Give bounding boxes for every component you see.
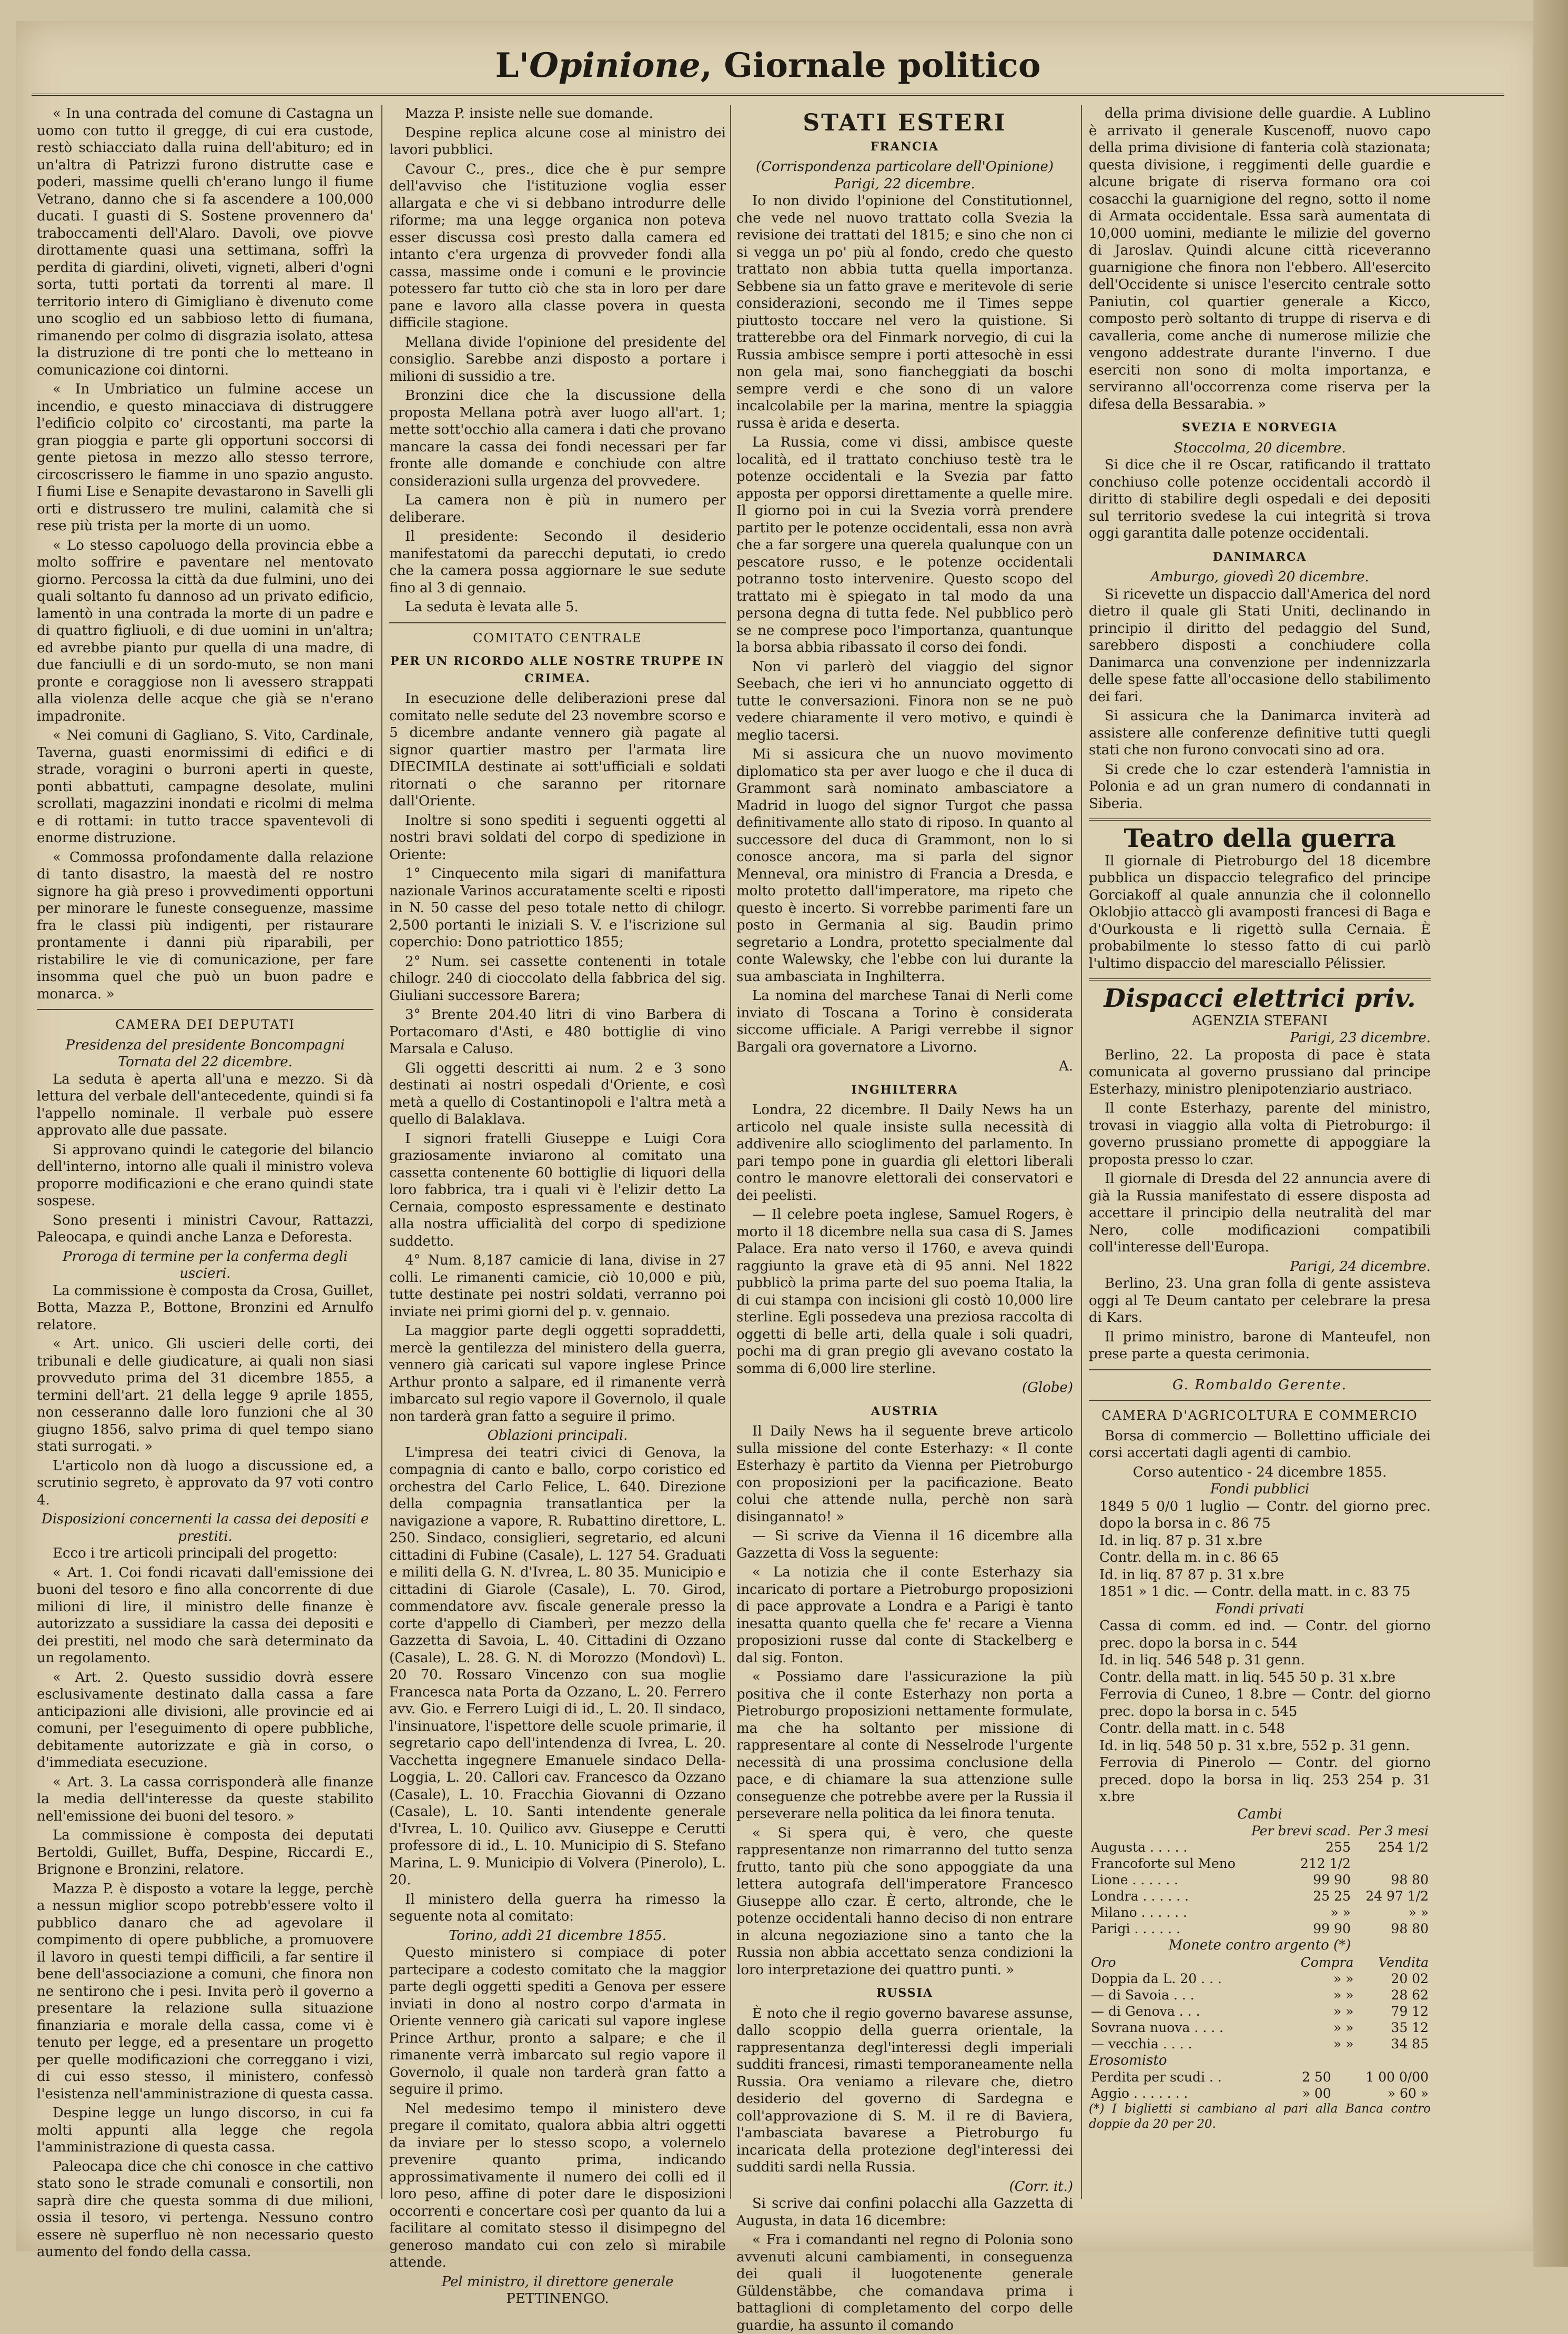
paragraph: Si dice che il re Oscar, ratificando il trattato conchiuso colle potenze occidentali accordò il diritto di stabilire degli ospedali e dei depositi sul territorio svedese la cui integrità si trova oggi garantita dalle potenze occidentali.: [1089, 457, 1431, 541]
svezia-heading: SVEZIA E NORVEGIA: [1182, 421, 1338, 435]
paragraph: « Art. 3. La cassa corrisponderà alle finanze la media dell'interesse da queste stabilito nell'emissione dei buoni del tesoro. »: [37, 1774, 373, 1824]
table-cell: 99 90: [1313, 1872, 1351, 1887]
austria-heading: AUSTRIA: [871, 1404, 939, 1418]
table-row: [1089, 1971, 1431, 1987]
quote-line: Id. in liq. 548 50 p. 31 x.bre, 552 p. 31 genn.: [1099, 1737, 1410, 1754]
paragraph: Mi si assicura che un nuovo movimento diplomatico sta per aver luogo e che il duca di Grammont sarà nominato ambasciatore a Madrid in luogo del signor Turgot che passa definitivamente allo stato di riposo. In quanto al successore del duca di Grammont, non lo si conosce ancora, ma si parla del signor Menneval, ora ministro di Francia a Dresda, e molto protetto dall'imperatore, ma ripeto che questo è incerto. Si vorrebbe parimenti fare un posto in Germania al sig. Baudin primo segretario a Londra, protetto specialmente dal conte Walewsky, che l'ebbe con lui durante la sua ambasciata in Inghilterra.: [736, 746, 1073, 985]
paragraph: La seduta è aperta all'una e mezzo. Si dà lettura del verbale dell'antecedente, quindi si fa l'appello nominale. Il verbale può essere approvato alle due passate.: [37, 1071, 373, 1138]
table-row: [1089, 1839, 1431, 1855]
table-row: [1089, 2036, 1431, 2052]
paragraph: Mazza P. è disposto a votare la legge, perchè a nessun miglior scopo potrebb'essere volto il pubblico danaro che ad agevolare il compimento di opere pubbliche, a promuovere il lavoro in questi tempi difficili, a far sentire il bene dell'associazione a comuni, che finora non ne sentirono che i pesi. Invita però il governo a presentare la relazione sulla situazione finanziaria e morale della cassa, come vi è tenuto per legge, ed a presentare un progetto per quelle modificazioni che correggano i vizi, di cui esso stesso, il ministero, confessò l'esistenza nell'amministrazione di questa cassa.: [37, 1881, 373, 2102]
quote-line: Contr. della m. in c. 86 65: [1099, 1550, 1279, 1565]
column-1: [37, 105, 373, 2260]
section-rule: [389, 622, 726, 623]
table-cell: Londra . . . . . .: [1091, 1888, 1189, 1904]
table-cell: 20 02: [1391, 1971, 1429, 1986]
paragraph: « Lo stesso capoluogo della provincia ebbe a molto soffrire e paventare nel mentovato giorno. Percossa la città da due fulmini, uno dei quali soltanto fu dannoso ad un privato edificio, lamentò in una contrada la morte di un padre e di quattro figliuoli, e di due uomini in un'altra; ed avrebbe pianto pur quella di una madre, di due fanciulli e di un sordo-muto, se non mani pronte e coraggiose non li avessero strappati alla violenza delle acque che già se n'erano impadronite.: [37, 537, 373, 724]
paragraph: Sono presenti i ministri Cavour, Rattazzi, Paleocapa, e quindi anche Lanza e Deforesta.: [37, 1212, 373, 1245]
footnote: (*) I biglietti si cambiano al pari alla Banca contro doppie da 20 per 20.: [1089, 2102, 1431, 2131]
paragraph: « Si spera qui, è vero, che queste rappresentanze non rimarranno del tutto senza frutto, tanto più che sono appoggiate da una lettera autografa dell'imperatore Francesco Giuseppe allo czar. È certo, altronde, che le potenze occidentali hanno deciso di non entrare in alcuna negoziazione sino a tanto che la Russia non abbia accettato senza condizioni la loro interpretazione dei quattro punti. »: [736, 1825, 1073, 1978]
table-cell: Francoforte sul Meno: [1091, 1856, 1236, 1871]
borsa-text: Borsa di commercio — Bollettino ufficiale dei corsi accertati dagli agenti di cambio.: [1089, 1428, 1431, 1461]
paragraph: « Nei comuni di Gagliano, S. Vito, Cardinale, Taverna, guasti enormissimi di edifici e di strade, voragini o burroni aperti in queste, ponti abbattuti, campagne desolate, mulini scrollati, magazzini inondati e ricolmi di melma e di rottami: in tutto tracce spaventevoli di enorme distruzione.: [37, 728, 373, 846]
table-header-cell: Per 3 mesi: [1358, 1823, 1429, 1838]
paragraph: Il giornale di Pietroburgo del 18 dicembre pubblica un dispaccio telegrafico del principe Gorciakoff al quale annunzia che il colonnello Oklobjio attaccò gli avamposti francesi di Baga e d'Ourkousta e li rigettò sulla Cernaia. È probabilmente lo stesso fatto di cui parlò l'ultimo dispaccio del maresciallo Pélissier.: [1089, 853, 1431, 972]
paragraph: Il presidente: Secondo il desiderio manifestatomi da parecchi deputati, io credo che la camera possa aggiornare le sue sedute fino al 3 di gennaio.: [389, 529, 726, 596]
paragraph: La maggior parte degli oggetti sopraddetti, mercè la gentilezza del ministero della guerra, vennero già caricati sul vapore inglese Prince Arthur pronto a salpare, ed il rimanente verrà imbarcato sul regio vapore il Governolo, il quale non tarderà gran fatto a seguire il primo.: [389, 1323, 726, 1424]
russia-heading: RUSSIA: [876, 1986, 934, 2000]
table-cell: — di Genova . . .: [1091, 2003, 1200, 2019]
table-cell: 34 85: [1391, 2036, 1429, 2052]
table-row: [1089, 1904, 1431, 1921]
paragraph: Despine replica alcune cose al ministro dei lavori pubblici.: [389, 125, 726, 158]
quote-line: 1849 5 0/0 1 luglio — Contr. del giorno prec. dopo la borsa in c. 86 75: [1099, 1498, 1431, 1531]
parigi23-dateline: Parigi, 23 dicembre.: [1290, 1030, 1431, 1046]
paragraph: — Il celebre poeta inglese, Samuel Rogers, è morto il 18 dicembre nella sua casa di S. James Palace. Era nato verso il 1760, e aveva quindi raggiunto la grave età di 95 anni. Nel 1822 pubblicò la prima parte del suo poema Italia, la di cui stampa con incisioni gli costò 10,000 lire sterline. Egli possedeva una preziosa raccolta di oggetti di belle arti, della quale i soli quadri, pochi ma di gran pregio gli avevano costato la somma di 6,000 lire sterline.: [736, 1207, 1073, 1377]
quote-line: Contr. della matt. in c. 548: [1099, 1721, 1285, 1736]
table-cell: 2 50: [1302, 2069, 1331, 2085]
paragraph: 1° Cinquecento mila sigari di manifattura nazionale Varinos accuratamente scelti e riposti in N. 50 casse del peso totale netto di chilogr. 2,500 portanti le iniziali S. V. e l'iscrizione sul coperchio: Dono patriottico 1855;: [389, 866, 726, 950]
table-cell: Aggio . . . . . . .: [1091, 2086, 1188, 2101]
table-header-cell: Compra: [1300, 1954, 1354, 1970]
paragraph: « Art. 1. Coi fondi ricavati dall'emissione dei buoni del tesoro e fino alla concorrente di due milioni di lire, il ministro delle finanze è autorizzato a sussidiare la cassa dei depositi e dei prestiti, nel modo che sarà determinato da un regolamento.: [37, 1564, 373, 1666]
section-rule: [1089, 1400, 1431, 1401]
masthead-journal: Opinione: [529, 46, 701, 85]
column-2: [389, 105, 726, 2307]
paragraph: Si ricevette un dispaccio dall'America del nord dietro il quale gli Stati Uniti, declinando in principio il diritto del pedaggio del Sund, sarebbero disposti a conchiudere colla Danimarca una convenzione per indennizzarla delle spese fatte all'occasione dello stabilimento dei fari.: [1089, 586, 1431, 705]
paragraph: Si crede che lo czar estenderà l'amnistia in Polonia e ad un gran numero di condannati in Siberia.: [1089, 761, 1431, 812]
quote-line: Ferrovia di Pinerolo — Contr. del giorno preced. dopo la borsa in liq. 253 254 p. 31 x.bre: [1099, 1755, 1431, 1805]
paragraph: La seduta è levata alle 5.: [405, 599, 579, 615]
table-row: [1089, 2069, 1431, 2085]
torino-dateline: Torino, addì 21 dicembre 1855.: [448, 1927, 667, 1944]
quote-line: Cassa di comm. ed ind. — Contr. del giorno prec. dopo la borsa in c. 544: [1099, 1618, 1431, 1651]
table-cell: » »: [1333, 1987, 1354, 2003]
paragraph: Inoltre si sono spediti i seguenti oggetti al nostri bravi soldati del corpo di spedizione in Oriente:: [389, 812, 726, 863]
quote-line: Ferrovia di Cuneo, 1 8.bre — Contr. del giorno prec. dopo la borsa in c. 545: [1099, 1686, 1431, 1720]
presidenza: Presidenza del presidente Boncompagni: [65, 1037, 345, 1053]
paragraph: Bronzini dice che la discussione della proposta Mellana potrà aver luogo all'art. 1; mette sott'occhio alla camera i dati che provano mancare la cassa dei fondi necessari per far fronte alle domande e conchiude con altre considerazioni sulla urgenza del provvedere.: [389, 388, 726, 489]
quote-line: Id. in liq. 546 548 p. 31 genn.: [1099, 1652, 1305, 1668]
paragraph: La nomina del marchese Tanai di Nerli come inviato di Toscana a Torino è considerata siccome ufficiale. A Parigi verrebbe il signor Bargali ora governatore a Livorno.: [736, 988, 1073, 1055]
table-cell: Perdita per scudi . .: [1091, 2069, 1222, 2085]
quote-line: Id. in liq. 87 87 p. 31 x.bre: [1099, 1567, 1284, 1583]
fondi-privati-heading: Fondi privati: [1215, 1601, 1304, 1617]
erosomisto-heading: Erosomisto: [1089, 2052, 1167, 2068]
table-cell: 254 1/2: [1378, 1840, 1429, 1855]
francia-heading: FRANCIA: [871, 139, 939, 154]
paragraph: La commissione è composta dei deputati Bertoldi, Guillet, Buffa, Despine, Riccardi E., Brignone e Bronzini, relatore.: [37, 1827, 373, 1877]
proroga-heading: Proroga di termine per la conferma degli uscieri.: [63, 1248, 348, 1281]
ministro-signature: Pel ministro, il direttore generale: [441, 2274, 674, 2290]
table-cell: [1353, 1855, 1431, 1872]
paragraph: Non vi parlerò del viaggio del signor Seebach, che ieri vi ho annunciato oggetto di tutte le conversazioni. Finora non se ne può vedere chiaramente il vero motivo, e quindi è meglio tacersi.: [736, 659, 1073, 743]
paragraph: Si scrive dai confini polacchi alla Gazzetta di Augusta, in data 16 dicembre:: [736, 2196, 1073, 2229]
section-rule: [1089, 978, 1431, 981]
tornata: Tornata del 22 dicembre.: [117, 1054, 293, 1070]
table-header-cell: Oro: [1091, 1954, 1116, 1970]
paragraph: Il giornale di Dresda del 22 annuncia avere di già la Russia manifestato di essere disposta ad accettare il principio della neutralità del mar Nero, colle modificazioni compatibili coll'interesse dell'Europa.: [1089, 1171, 1431, 1255]
paragraph: « Art. 2. Questo sussidio dovrà essere esclusivamente destinato dalla cassa a fare anticipazioni alle divisioni, alle provincie ed ai comuni, per l'eseguimento di opere pubbliche, debitamente autorizzate e già in corso, o d'immediata esecuzione.: [37, 1669, 373, 1771]
stoccolma-dateline: Stoccolma, 20 dicembre.: [1174, 440, 1346, 456]
table-cell: — vecchia . . . .: [1091, 2036, 1192, 2052]
oblazioni-heading: Oblazioni principali.: [487, 1428, 628, 1443]
paragraph: Il Daily News ha il seguente breve articolo sulla missione del conte Esterhazy: « Il conte Esterhazy è partito da Vienna per Pietroburgo con proposizioni per la pacificazione. Beato colui che attende nulla, perchè non sarà disingannato! »: [736, 1423, 1073, 1525]
agenzia-heading: AGENZIA STEFANI: [1191, 1013, 1328, 1029]
fondi-pubblici-heading: Fondi pubblici: [1210, 1481, 1310, 1497]
paragraph: Londra, 22 dicembre. Il Daily News ha un articolo nel quale insiste sulla necessità di addivenire allo scioglimento del parlamento. In pari tempo pone in guardia gli elettori liberali contro le manovre elettorali dei conservatori e dei peelisti.: [736, 1102, 1073, 1204]
column-divider: [381, 105, 382, 2199]
table-cell: 28 62: [1391, 1987, 1429, 2003]
table-cell: 25 25: [1313, 1888, 1351, 1904]
table-cell: Parigi . . . . . .: [1091, 1921, 1180, 1936]
paragraph: La commissione è composta da Crosa, Guillet, Botta, Mazza P., Bottone, Bronzini ed Arnulfo relatore.: [37, 1282, 373, 1333]
paragraph: Il ministero della guerra ha rimesso la seguente nota al comitato:: [389, 1891, 726, 1924]
table-header-cell: Vendita: [1378, 1954, 1429, 1970]
paragraph: Si approvano quindi le categorie del bilancio dell'interno, intorno alle quali il ministro voleva proporre modificazioni e che erano quindi state sospese.: [37, 1141, 373, 1209]
table-cell: 98 80: [1391, 1921, 1429, 1936]
paragraph: « In Umbriatico un fulmine accese un incendio, e questo minacciava di distruggere l'edificio colpito co' circostanti, ma parte la gran pioggia e parte gli opportuni soccorsi di gente pietosa in mezzo allo stesso terrore, circoscrissero le fiamme in uno spazio angusto. I fiumi Lise e Senapite devastarono in Savelli gli orti e distrussero tre mulini, calamità che si rese più trista per la morte di un uomo.: [37, 381, 373, 534]
paragraph: « Possiamo dare l'assicurazione la più positiva che il conte Esterhazy non porta a Pietroburgo proposizioni nettamente formulate, ma che ha soltanto per missione di rappresentare al conte di Nesselrode l'urgente necessità di una prossima conclusione della pace, e di chiamare la sua attenzione sulle conseguenze che potrebbe avere per la Russia il perseverare nella politica da lei finora tenuta.: [736, 1669, 1073, 1822]
table-row: [1089, 1872, 1431, 1888]
cambi-table: [1089, 1823, 1431, 1937]
comitato-title: COMITATO CENTRALE: [473, 630, 642, 645]
table-row: [1089, 2019, 1431, 2036]
signature-a: A.: [1058, 1058, 1073, 1074]
paragraph: Il primo ministro, barone di Manteufel, non prese parte a questa cerimonia.: [1089, 1329, 1431, 1362]
pettinengo-signature: PETTINENGO.: [506, 2291, 609, 2307]
quote-line: Id. in liq. 87 p. 31 x.bre: [1099, 1532, 1262, 1549]
paragraph: Paleocapa dice che chi conosce in che cattivo stato sono le strade comunali e consortili, non saprà dire che questa somma di due milioni, ossia il tesoro, vi pertenga. Nessuno contro essere nè superfluo nè non necessario questo aumento del fondo della cassa.: [37, 2158, 373, 2260]
gerente-signature: G. Rombaldo Gerente.: [1172, 1377, 1348, 1393]
amburgo-dateline: Amburgo, giovedì 20 dicembre.: [1150, 569, 1369, 585]
section-rule: [37, 1009, 373, 1010]
table-cell: 212 1/2: [1300, 1856, 1351, 1871]
table-cell: — di Savoia . . .: [1091, 1987, 1195, 2003]
page-edge: [1533, 0, 1568, 2267]
column-4: [1089, 105, 1431, 2209]
table-cell: » 00: [1302, 2086, 1331, 2101]
paragraph: 3° Brente 204.40 litri di vino Barbera di Portacomaro d'Asti, e 480 bottiglie di vino Marsala e Caluso.: [389, 1007, 726, 1057]
paragraph: Nel medesimo tempo il ministero deve pregare il comitato, qualora abbia altri oggetti da inviare per lo stesso scopo, a volernelo prevenire quanto prima, indicando approssimativamente il numero dei colli ed il loro peso, affine di poter dare le disposizioni occorrenti e concertare così per quanto da lui a facilitare al comitato stesso il disimpegno del generoso mandato cui con zelo sì mirabile attende.: [389, 2100, 726, 2270]
table-cell: Milano . . . . . .: [1091, 1905, 1188, 1920]
table-cell: » »: [1333, 2019, 1354, 2035]
parigi-dateline: Parigi, 22 dicembre.: [834, 176, 975, 192]
danimarca-heading: DANIMARCA: [1212, 550, 1307, 564]
parigi24-dateline: Parigi, 24 dicembre.: [1290, 1258, 1431, 1275]
paragraph: — Si scrive da Vienna il 16 dicembre alla Gazzetta di Voss la seguente:: [736, 1528, 1073, 1561]
paragraph: Il conte Esterhazy, parente del ministro, trovasi in viaggio alla volta di Pietroburgo: il governo prussiano promette di appoggiare la proposta presso lo czar.: [1089, 1100, 1431, 1168]
camera-title: CAMERA DEI DEPUTATI: [115, 1017, 295, 1032]
paragraph: Mellana divide l'opinione del presidente del consiglio. Sarebbe anzi disposto a portare i milioni di sussidio a tre.: [389, 334, 726, 385]
paragraph: Gli oggetti descritti ai num. 2 e 3 sono destinati ai nostri ospedali d'Oriente, e così metà a quello di Costantinopoli e l'altra metà a quello di Balaklava.: [389, 1060, 726, 1127]
paragraph: « La notizia che il conte Esterhazy sia incaricato di portare a Pietroburgo proposizioni di pace approvate a Londra e a Parigi è tanto inesatta quanto quella che fe' recare a Vienna proposizioni russe dal conte di Stackelberg e dal sig. Fonton.: [736, 1564, 1073, 1666]
paragraph: Questo ministero si compiace di poter partecipare a codesto comitato che la maggior parte degli oggetti spediti a Genova per essere inviati in dono al nostro corpo d'armata in Oriente vennero già caricati sul vapore inglese Prince Arthur, pronto a salpare; e che il rimanente verrà imbarcato sul regio vapore il Governolo, il quale non tarderà gran fatto a seguire il primo.: [389, 1945, 726, 2097]
corrispondenza-note: (Corrispondenza particolare dell'Opinione): [755, 159, 1054, 175]
table-cell: » »: [1333, 2036, 1354, 2052]
masthead-prefix: L': [495, 46, 530, 85]
table-header-row: [1089, 1954, 1431, 1971]
paragraph: 2° Num. sei cassette contenenti in totale chilogr. 240 di cioccolato della fabbrica del sig. Giuliani successore Barera;: [389, 953, 726, 1004]
column-divider: [730, 105, 731, 2199]
paragraph: « In una contrada del comune di Castagna un uomo con tutto il gregge, di cui era custode, restò schiacciato dalla ruina dell'abituro; ed in un'altra di Patrizzi furono distrutte case e poderi, massime quelli ch'erano lungo il fiume Vetrano, danno che si fa ascendere a 100,000 ducati. I guasti di S. Sostene provennero da' traboccamenti dell'Alaro. Davoli, ove piovve dirottamente quasi una settimana, soffrì la perdita di giardini, oliveti, vigneti, alberi d'ogni sorta, tutti portati da torrenti al mare. Il territorio intero di Gimigliano è divenuto come uno scoglio ed un sabbioso letto di fiumana, rimanendo per colmo di disgrazia isolato, attesa la distruzione di tre ponti che lo metteano in comunicazione coi dintorni.: [37, 106, 373, 378]
table-cell: 79 12: [1391, 2003, 1429, 2019]
table-cell: » 60 »: [1387, 2086, 1429, 2101]
corr-it-source: (Corr. it.): [1009, 2178, 1073, 2195]
masthead-rule: [32, 94, 1504, 96]
table-cell: Augusta . . . . .: [1091, 1840, 1188, 1855]
paragraph: « Commossa profondamente dalla relazione di tanto disastro, la maestà del re nostro signore ha già preso i provvedimenti opportuni per minorare le funeste conseguenze, massime fra le classi più indigenti, per ristaurare prontamente i danni più riparabili, per ristabilire le vie di comunicazione, per fare insomma quel che può un buon padre e monarca. »: [37, 849, 373, 1002]
paragraph: Io non divido l'opinione del Constitutionnel, che vede nel nuovo trattato colla Svezia la revisione dei trattati del 1815; e sino che non ci si vegga un po' più al fondo, credo che questo trattato non abbia tutta quella importanza. Sebbene sia un fatto grave e meritevole di serie considerazioni, secondo me il Times seppe piuttosto toccare nel vero la quistione. Si tratterebbe ora del Finmark norvegio, di cui la Russia ambisce sempre i porti attesochè in essi non gela mai, sono fiancheggiati da boschi sempre verdi e che sono di un valore incalcolabile per la marina, mentre la spiaggia russa è arida e deserta.: [736, 193, 1073, 431]
table-header-row: [1089, 1823, 1431, 1839]
table-cell: 35 12: [1391, 2019, 1429, 2035]
paragraph: 4° Num. 8,187 camicie di lana, divise in 27 colli. Le rimanenti camicie, ciò 10,000 e più, tutte destinate pei nostri soldati, verranno poi inviate nei primi giorni del p. v. gennaio.: [389, 1252, 726, 1320]
table-cell: Sovrana nuova . . . .: [1091, 2019, 1223, 2035]
table-cell: 255: [1326, 1840, 1351, 1855]
table-cell: 1 00 0/00: [1365, 2069, 1429, 2085]
paragraph: La camera non è più in numero per deliberare.: [389, 492, 726, 526]
paragraph: Berlino, 22. La proposta di pace è stata comunicata al governo prussiano dal principe Esterhazy, ministro plenipotenziario austriaco.: [1089, 1047, 1431, 1097]
table-row: [1089, 2003, 1431, 2019]
table-row: [1089, 1888, 1431, 1904]
paragraph: Berlino, 23. Una gran folla di gente assisteva oggi al Te Deum cantato per celebrare la presa di Kars.: [1089, 1276, 1431, 1326]
table-cell: 24 97 1/2: [1365, 1888, 1429, 1904]
corso-text: Corso autentico - 24 dicembre 1855.: [1132, 1464, 1387, 1480]
table-cell: » »: [1330, 1905, 1351, 1920]
paragraph: Despine legge un lungo discorso, in cui fa molti appunti alla legge che regola l'amministrazione di questa cassa.: [37, 2105, 373, 2155]
section-rule: [1089, 1369, 1431, 1370]
masthead-rest: , Giornale politico: [700, 46, 1041, 85]
table-header-cell: [1089, 1823, 1245, 1839]
paragraph: Ecco i tre articoli principali del progetto:: [53, 1545, 338, 1561]
globe-source: (Globe): [1021, 1380, 1073, 1396]
table-cell: » »: [1333, 2003, 1354, 2019]
section-rule: [1089, 819, 1431, 821]
table-cell: » »: [1333, 1971, 1354, 1986]
table-header-cell: Per brevi scad.: [1251, 1823, 1351, 1838]
table-cell: 98 80: [1391, 1872, 1429, 1887]
monete-heading: Monete contro argento (*): [1168, 1937, 1351, 1953]
paragraph: L'articolo non dà luogo a discussione ed, a scrutinio segreto, è approvato da 97 voti contro 4.: [37, 1458, 373, 1508]
table-row: [1089, 1921, 1431, 1937]
erosomisto-table: [1089, 2069, 1431, 2101]
paragraph: È noto che il regio governo bavarese assunse, dallo scoppio della guerra orientale, la rappresentanza degl'interessi degli imperiali sudditi francesi, rimasti temporaneamente nella Russia. Ora veniamo a rilevare che, dietro desiderio del governo di Sardegna e coll'approvazione di S. M. il re di Baviera, l'ambasciata bavarese a Pietroburgo fu incaricata della protezione degl'interessi dei sudditi sardi nella Russia.: [736, 2005, 1073, 2175]
column-3: [736, 105, 1073, 2333]
table-cell: » »: [1408, 1905, 1429, 1920]
paragraph: Si assicura che la Danimarca inviterà ad assistere alle conferenze definitive tutti quegli stati che non furono convocati sino ad ora.: [1089, 708, 1431, 758]
masthead: [32, 42, 1504, 89]
paragraph: L'impresa dei teatri civici di Genova, la compagnia di canto e ballo, corpo coristico ed orchestra del Carlo Felice, L. 640. Direzione della compagnia transatlantica per la navigazione a vapore, R. Rubattino direttore, L. 250. Sindaco, consiglieri, segretario, ed alcuni cittadini di Fubine (Casale), L. 127 54. Graduati e militi della G. N. d'Ivrea, L. 80 35. Municipio e cittadini di Giarole (Casale), L. 70. Girod, commendatore avv. fiscale generale presso la corte d'appello di Ciamberì, per mezzo della Gazzetta di Savoia, L. 40. Cittadini di Ozzano (Casale), L. 28. G. N. di Morozzo (Mondovì) L. 20 70. Rossaro Vincenzo con sua moglie Francesca nata Porta da Ozzano, L. 20. Ferrero avv. Gio. e Ferrero Luigi di id., L. 20. Il sindaco, l'insinuatore, l'ispettore delle scuole primarie, il segretario capo dell'intendenza di Ivrea, L. 20. Vacchetta ingegnere Emanuele sindaco Della-Loggia, L. 20. Callori cav. Francesco da Ozzano (Casale), L. 10. Fracchia Giovanni di Ozzano (Casale), L. 10. Santi intendente generale d'Ivrea, L. 10. Quilico avv. Giuseppe e Cerutti professore di id., L. 10. Municipio di S. Stefano Marina, L. 9. Municipio di Volvera (Pinerolo), L. 20.: [389, 1444, 726, 1888]
paragraph: In esecuzione delle deliberazioni prese dal comitato nelle sedute del 23 novembre scorso e 5 dicembre andante vennero già pagate al signor quartier mastro per l'armata lire DIECIMILA destinate ai sott'ufficiali e soldati ritornati o che saranno per ritornare dall'Oriente.: [389, 691, 726, 809]
quote-line: Contr. della matt. in liq. 545 50 p. 31 x.bre: [1099, 1669, 1396, 1685]
table-row: [1089, 1855, 1431, 1872]
stati-esteri-title: STATI ESTERI: [803, 109, 1007, 136]
paragraph: « Fra i comandanti nel regno di Polonia sono avvenuti alcuni cambiamenti, in conseguenza dei quali il luogotenente generale Güldenstäbbe, che comandava prima i battaglioni di completamento del corpo delle guardie, ha assunto il comando: [736, 2232, 1073, 2333]
paragraph: Mazza P. insiste nelle sue domande.: [405, 106, 653, 122]
quote-line: 1851 » 1 dic. — Contr. della matt. in c. 83 75: [1099, 1584, 1411, 1600]
agricoltura-title: CAMERA D'AGRICOLTURA E COMMERCIO: [1101, 1408, 1418, 1423]
paragraph: della prima divisione delle guardie. A Lublino è arrivato il generale Kuscenoff, nuovo capo della prima divisione di fanteria colà stazionata; questa divisione, i reggimenti delle guardie e alcune brigate di riserva formano ora coi cosacchi la guarnigione del regno, sotto il nome di Armata occidentale. Essa sarà aumentata di 10,000 uomini, mediante le milizie del governo di Jaroslav. Quindi alcune città riceveranno guarnigione che finora non l'ebbero. All'esercito dell'Occidente si unisce l'esercito centrale sotto Paniutin, col quartier generale a Kicco, composto però soltanto di truppe di riserva e di cavalleria, come anche di numerose milizie che vengono addestrate durante l'inverno. I due eserciti non sono di molta importanza, e serviranno all'occorrenza come riserva per la difesa della Bessarabia. »: [1089, 106, 1431, 412]
paragraph: I signori fratelli Giuseppe e Luigi Cora graziosamente inviarono al comitato una cassetta contenente 60 bottiglie di liquori della loro fabbrica, tra i quali vi è l'elizir detto La Cernaia, composto espressamente e destinato alla nostra ufficialità del corpo di spedizione suddetto.: [389, 1130, 726, 1249]
dispacci-title: Dispacci elettrici priv.: [1104, 984, 1416, 1013]
paragraph: « Art. unico. Gli uscieri delle corti, dei tribunali e delle giudicature, ai quali non siasi provveduto prima del 31 dicembre 1855, a termini dell'art. 21 della legge 9 aprile 1855, non cesseranno dalle loro funzioni che al 30 giugno 1856, salvo prima di quel tempo siano stati surrogati. »: [37, 1336, 373, 1454]
paragraph: La Russia, come vi dissi, ambisce queste località, ed il trattato conchiuso testè tra le potenze occidentali e la Svezia par fatto apposta per opporsi direttamente a quelle mire. Il giorno poi in cui la Svezia vorrà prendere partito per le potenze occidentali, essa non avrà che a far sorgere una querela qualunque con un pescatore russo, e le potenze occidentali potranno tosto intervenire. Questo scopo del trattato mi è spiegato in tal modo da una persona degna di tutta fede. Nel pubblico però se ne comprese poco l'importanza, quantunque la borsa abbia ribassato il corso dei fondi.: [736, 435, 1073, 655]
monete-table: [1089, 1954, 1431, 2052]
teatro-title: Teatro della guerra: [1124, 824, 1396, 853]
cambi-heading: Cambi: [1237, 1806, 1282, 1822]
table-row: [1089, 1987, 1431, 2003]
table-cell: 99 90: [1313, 1921, 1351, 1936]
disposizioni-heading: Disposizioni concernenti la cassa dei depositi e prestiti.: [41, 1511, 369, 1544]
column-divider: [1081, 105, 1082, 2199]
comitato-subtitle: PER UN RICORDO ALLE NOSTRE TRUPPE IN CRIMEA.: [390, 654, 725, 685]
table-row: [1089, 2085, 1431, 2101]
table-cell: Lione . . . . . .: [1091, 1872, 1178, 1887]
paragraph: Cavour C., pres., dice che è pur sempre dell'avviso che l'istituzione voglia esser allargata e che vi si debbano introdurre delle riforme; ma una legge organica non poteva esser discussa così presto dalla camera ed intanto c'era urgenza di provveder fondi alla cassa, massime onde i comuni e le provincie potessero far tutto ciò che sta in loro per dare pane e lavoro alla classe povera in questa difficile stagione.: [389, 161, 726, 331]
inghilterra-heading: INGHILTERRA: [851, 1083, 958, 1097]
table-cell: Doppia da L. 20 . . .: [1091, 1971, 1222, 1986]
